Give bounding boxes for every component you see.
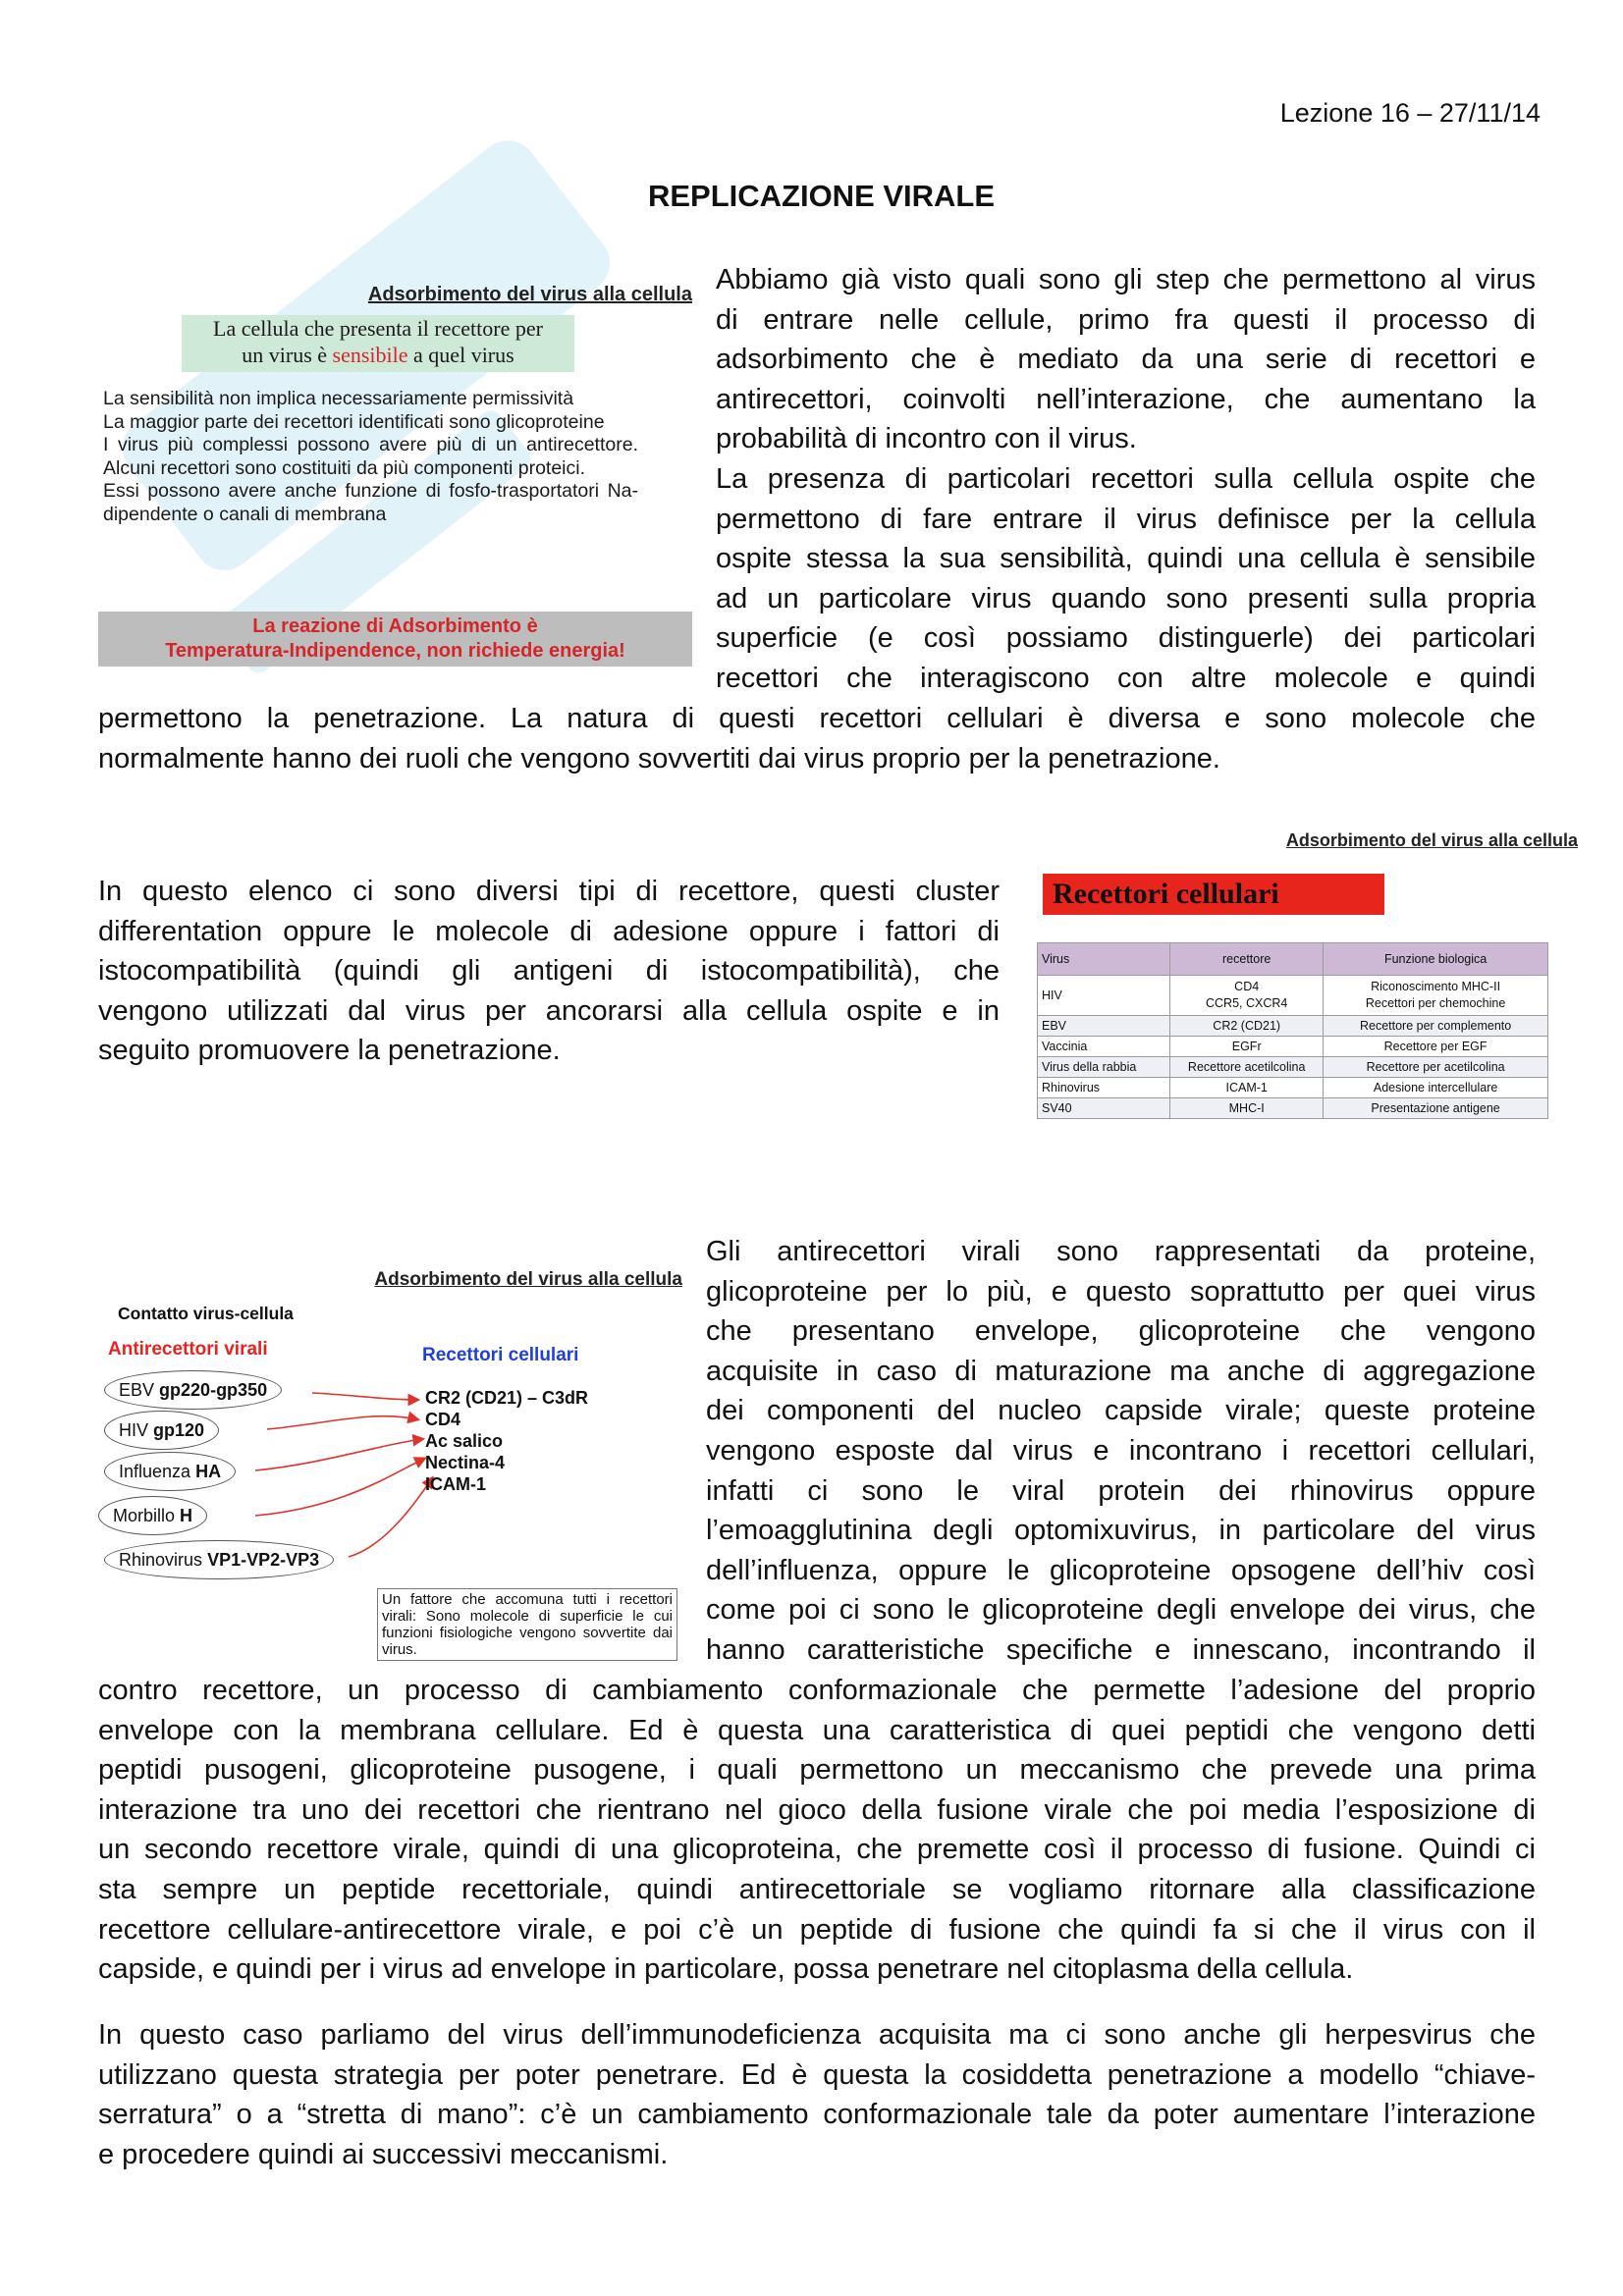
cell-virus: Vaccinia [1038,1037,1170,1057]
text-line: sta sempre un peptide recettoriale, quindi antirecettoriale se vogliamo ritornare alla classificazione [98,1873,1536,1905]
antireceptor-protein: VP1-VP2-VP3 [207,1550,320,1570]
cell-receptor: CR2 (CD21) [1170,1016,1324,1037]
paragraph-1-full [98,699,1536,778]
antireceptor-virus: Morbillo [113,1506,176,1525]
cell-virus: HIV [1038,976,1170,1016]
antireceptor-protein: gp220-gp350 [159,1380,268,1400]
paragraph-3-wrapped [706,1232,1536,1671]
text-line: superficie (e così possiamo distinguerle) dei particolari [716,622,1536,655]
text-line: acquisite in caso di maturazione ma anche di aggregazione [706,1355,1536,1387]
figure-line: I virus più complessi possono avere più di un antirecettore. Alcuni recettori sono costituiti da più componenti proteici. [103,434,638,479]
figure-line: La sensibilità non implica necessariamente permissività [103,388,574,409]
figure-virus-cell-contact [98,1262,682,1658]
table-header-row [1038,943,1548,976]
text-line: un secondo recettore virale, quindi di una glicoproteina, che premette così il processo di fusione. Quindi ci [98,1834,1536,1866]
text-line: differentation oppure le molecole di adesione oppure i fattori di [98,915,1000,947]
page-title: REPLICAZIONE VIRALE [647,179,996,213]
cell-receptor: MHC-I [1170,1098,1324,1119]
text-line: e procedere quindi ai successivi meccanismi. [98,2138,669,2170]
cell-receptor: Recettore acetilcolina [1170,1057,1324,1078]
text-line: Gli antirecettori virali sono rappresentati da proteine, [706,1236,1536,1267]
receptor-label: Ac salico [425,1431,504,1451]
table-row [1038,1078,1548,1098]
cell-virus: Rhinovirus [1038,1078,1170,1098]
text-line: In questo caso parliamo del virus dell’immunodeficienza acquisita ma ci sono anche gli herpesvirus che [98,2019,1536,2051]
text-line: vengono esposte dal virus e incontrano i recettori cellulari, [706,1434,1536,1467]
box-text-1: La cellula che presenta il recettore per [213,316,543,341]
table-row [1038,1016,1548,1037]
text-line: infatti ci sono le viral protein dei rhinovirus oppure [706,1474,1536,1507]
arrow-hiv [267,1416,417,1429]
text-line: adsorbimento che è mediato da una serie di recettori e [716,344,1536,376]
text-line: normalmente hanno dei ruoli che vengono sovvertiti dai virus proprio per la penetrazione. [98,742,1220,774]
arrow-influenza [255,1439,422,1470]
text-line: dei componenti del nucleo capside virale; queste proteine [706,1395,1536,1427]
cell-function: Presentazione antigene [1324,1098,1548,1119]
table-row [1038,1057,1548,1078]
text-line: ospite stessa la sua sensibilità, quindi una cellula è sensibile [716,543,1536,575]
text-line: interazione tra uno dei recettori che rientrano nel gioco della fusione virale che poi media l’esposizione di [98,1793,1536,1826]
paragraph-3-full [98,1671,1536,1990]
box-text-2: un virus è [242,343,328,367]
text-line: utilizzano questa strategia per poter penetrare. Ed è questa la cosiddetta penetrazione a modello “chiave- [98,2058,1536,2091]
box-text-3: a quel virus [413,343,514,367]
table-row [1038,1037,1548,1057]
bar-line: La reazione di Adsorbimento è [252,615,538,637]
text-line: recettore cellulare-antirecettore virale, e poi c’è un peptide di fusione che quindi fa si che il virus con il [98,1913,1536,1946]
figure-caption: Adsorbimento del virus alla cellula [374,1269,682,1290]
cell-receptor [1170,976,1324,1016]
text-line: hanno caratteristiche specifiche e innescano, incontrando il [706,1633,1536,1666]
antireceptor-oval [98,1496,207,1535]
text-line: Abbiamo già visto quali sono gli step che permettono al virus [716,264,1536,295]
paragraph-2 [98,872,1000,1071]
box-text-red: sensibile [332,343,408,367]
text-line: dell’influenza, oppure le glicoproteine opsogene dell’hiv così [706,1554,1536,1586]
table-banner: Recettori cellulari [1043,874,1384,915]
arrow-ebv [312,1393,417,1400]
sensitivity-box [182,315,574,372]
text-line: antirecettori, coinvolti nell’interazione, che aumentano la [716,383,1536,415]
text-line: capside, e quindi per i virus ad envelope in particolare, possa penetrare nel citoplasma della cellula. [98,1953,1354,1986]
antireceptor-oval [104,1452,236,1491]
bar-line: Temperatura-Indipendence, non richiede energia! [165,640,625,662]
antireceptors-title: Antirecettori virali [108,1339,268,1360]
text-line: istocompatibilità (quindi gli antigeni di istocompatibilità), che [98,955,1000,988]
antireceptor-oval [104,1411,219,1450]
antireceptor-virus: HIV [119,1420,149,1440]
receptor-label: CD4 [425,1410,461,1429]
figure-note: Un fattore che accomuna tutti i recettori virali: Sono molecole di superficie le cui funzioni fisiologiche vengono sovvertite dai virus. [377,1588,677,1661]
text-line: serratura” o a “stretta di mano”: c’è un cambiamento conformazionale tale da poter aumentare l’interazione [98,2099,1536,2131]
text-line: permettono di fare entrare il virus definisce per la cellula [716,503,1536,535]
energy-bar [98,612,692,667]
cell-receptor: EGFr [1170,1037,1324,1057]
text-line: che presentano envelope, glicoproteine che vengono [706,1315,1536,1348]
cell-virus: Virus della rabbia [1038,1057,1170,1078]
column-header: recettore [1170,943,1324,976]
cell-virus: SV40 [1038,1098,1170,1119]
text-line: come poi ci sono le glicoproteine degli envelope dei virus, che [706,1594,1536,1627]
figure-line: Essi possono avere anche funzione di fosfo-trasportatori Na-dipendente o canali di membrana [103,480,638,525]
antireceptor-protein: HA [195,1462,222,1481]
cell-function: Recettore per complemento [1324,1016,1548,1037]
text-line: envelope con la membrana cellulare. Ed è questa una caratteristica di quei peptidi che vengono detti [98,1714,1536,1746]
receptor-label: Nectina-4 [425,1453,506,1472]
table-row [1038,1098,1548,1119]
antireceptor-virus: Rhinovirus [119,1550,203,1570]
column-header: Funzione biologica [1324,943,1548,976]
antireceptor-oval [104,1540,334,1579]
figure-subtitle: Contatto virus-cellula [118,1304,294,1323]
antireceptor-protein: H [180,1506,193,1525]
cell-line-2: CCR5, CXCR4 [1206,996,1288,1010]
receptor-label: ICAM-1 [425,1474,486,1494]
table-row [1038,976,1548,1016]
figure-line: La maggior parte dei recettori identificati sono glicoproteine [103,410,605,433]
text-line: permettono la penetrazione. La natura di questi recettori cellulari è diversa e sono molecole che [98,703,1536,734]
lesson-header: Lezione 16 – 27/11/14 [1279,98,1541,128]
figure-caption: Adsorbimento del virus alla cellula [367,284,692,305]
text-line: probabilità di incontro con il virus. [716,423,1137,455]
cell-receptor: ICAM-1 [1170,1078,1324,1098]
receptor-label: CR2 (CD21) – C3dR [425,1388,589,1408]
antireceptor-oval [104,1370,282,1410]
cell-function: Recettore per acetilcolina [1324,1057,1548,1078]
figure-text [103,388,638,526]
paragraph-4 [98,2015,1536,2174]
text-line: seguito promuovere la penetrazione. [98,1035,561,1067]
paragraph-1-wrapped [716,260,1536,699]
cell-virus: EBV [1038,1016,1170,1037]
column-header: Virus [1038,943,1170,976]
text-line: di entrare nelle cellule, primo fra questi il processo di [716,303,1536,336]
text-line: contro recettore, un processo di cambiamento conformazionale che permette l’adesione del proprio [98,1675,1536,1706]
text-line: peptidi pusogeni, glicoproteine pusogene, i quali permettono un meccanismo che prevede una prima [98,1754,1536,1787]
text-line: l’emoagglutinina degli optomixuvirus, in particolare del virus [706,1515,1536,1547]
text-line: La presenza di particolari recettori sulla cellula ospite che [716,462,1536,495]
text-line: recettori che interagiscono con altre molecole e quindi [716,662,1536,694]
cell-function: Adesione intercellulare [1324,1078,1548,1098]
cell-line-1: CD4 [1234,980,1260,993]
receptors-table [1037,942,1548,1119]
cell-line-2: Recettori per chemochine [1365,996,1506,1010]
antireceptor-virus: Influenza [119,1462,191,1481]
cell-function: Recettore per EGF [1324,1037,1548,1057]
cell-line-1: Riconoscimento MHC-II [1371,980,1501,993]
antireceptor-protein: gp120 [153,1420,205,1440]
arrows-diagram [98,1262,682,1635]
text-line: vengono utilizzati dal virus per ancorarsi alla cellula ospite e in [98,994,1000,1027]
text-line: ad un particolare virus quando sono presenti sulla propria [716,582,1536,614]
figure-caption: Adsorbimento del virus alla cellula [1285,830,1578,850]
antireceptor-virus: EBV [119,1380,155,1400]
figure-receptors-table [1033,830,1578,1145]
receptors-title: Recettori cellulari [422,1345,579,1365]
cell-function [1324,976,1548,1016]
text-line: glicoproteine per lo più, e questo soprattutto per quei virus [706,1275,1536,1308]
figure-adsorption-intro [98,270,692,667]
text-line: In questo elenco ci sono diversi tipi di recettore, questi cluster [98,876,1000,907]
